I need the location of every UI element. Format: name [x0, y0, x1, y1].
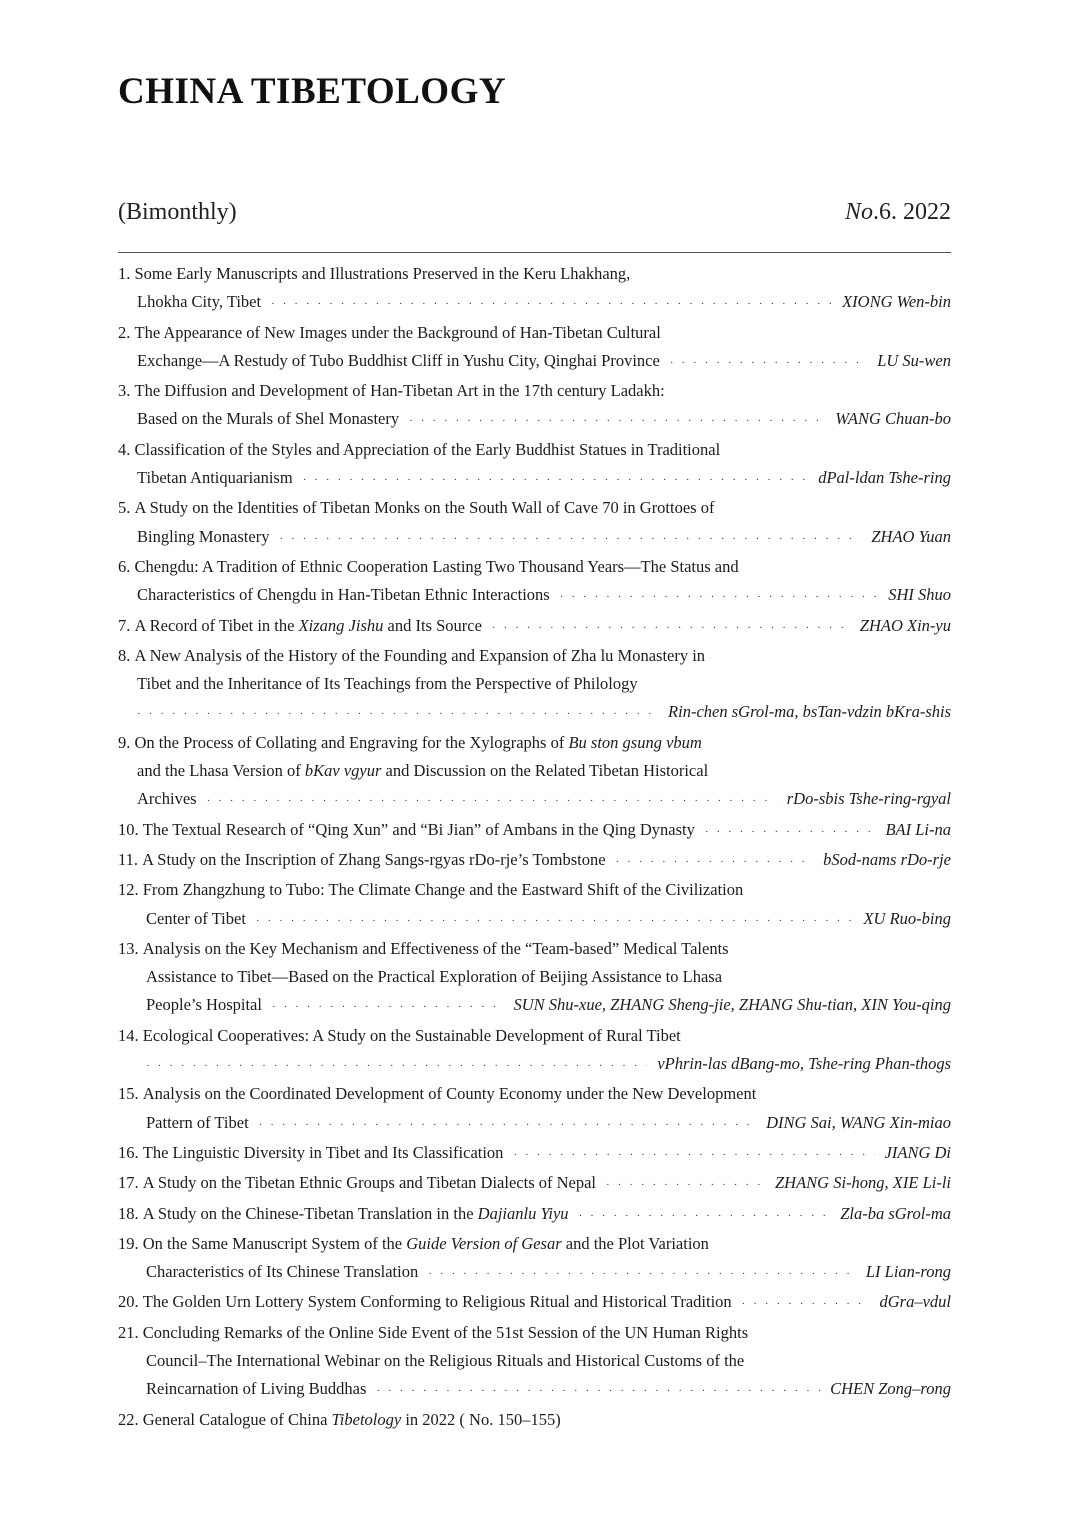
entry-number: 3. — [118, 381, 131, 401]
entry-title-line: The Linguistic Diversity in Tibet and Its Classification — [142, 1142, 504, 1162]
toc-entry — [118, 1200, 951, 1230]
entry-number: 6. — [118, 556, 131, 576]
dot-leader — [271, 290, 832, 318]
entry-number: 7. — [118, 615, 131, 635]
dot-leader — [742, 1290, 870, 1318]
dot-leader — [137, 700, 658, 728]
entry-number: 18. — [118, 1203, 139, 1223]
entry-author: LI Lian-rong — [865, 1262, 951, 1282]
entry-author: SHI Shuo — [888, 585, 951, 605]
dot-leader — [279, 525, 861, 553]
table-of-contents — [118, 260, 951, 1434]
toc-entry — [118, 260, 951, 319]
entry-title-line: Some Early Manuscripts and Illustrations Preserved in the Keru Lhakhang, — [134, 264, 631, 283]
entry-title-line: Bingling Monastery — [137, 526, 270, 546]
title-italic: Tibetology — [331, 1409, 402, 1429]
entry-author: WANG Chuan-bo — [835, 409, 951, 429]
dot-leader — [513, 1141, 874, 1169]
entry-title-line: Archives — [137, 789, 197, 809]
toc-entry — [118, 612, 951, 642]
toc-entry — [118, 1022, 951, 1081]
entry-number: 4. — [118, 439, 131, 459]
entry-number: 2. — [118, 322, 131, 342]
entry-title-line — [143, 1406, 561, 1434]
dot-leader — [616, 848, 814, 876]
entry-title-line: Classification of the Styles and Appreciation of the Early Buddhist Statues in Traditional — [134, 439, 721, 459]
dot-leader — [560, 583, 879, 611]
entry-title-line: Center of Tibet — [146, 908, 246, 928]
title-italic: bKav vgyur — [304, 761, 382, 781]
dot-leader — [207, 787, 777, 815]
entry-title-line: A Study on the Tibetan Ethnic Groups and Tibetan Dialects of Nepal — [142, 1173, 597, 1193]
publication-frequency: (Bimonthly) — [118, 199, 237, 225]
dot-leader — [259, 1111, 756, 1139]
entry-author: rDo-sbis Tshe-ring-rgyal — [786, 789, 951, 809]
entry-title-line: Assistance to Tibet—Based on the Practical Exploration of Beijing Assistance to Lhasa — [146, 967, 723, 987]
entry-author: JIANG Di — [884, 1142, 951, 1162]
toc-entry — [118, 377, 951, 436]
entry-author: XIONG Wen-bin — [842, 292, 951, 312]
entry-title-line: Pattern of Tibet — [146, 1112, 249, 1132]
header-divider — [118, 252, 951, 253]
title-text: and the Plot Variation — [561, 1233, 709, 1253]
entry-title-line: Based on the Murals of Shel Monastery — [137, 409, 400, 429]
title-text: and Its Source — [383, 615, 482, 635]
dot-leader — [670, 349, 867, 377]
title-italic: Guide Version of Gesar — [406, 1233, 562, 1253]
entry-title-line — [137, 757, 708, 785]
dot-leader — [409, 407, 825, 435]
title-text: A Study on the Chinese-Tibetan Translation in the — [142, 1203, 478, 1223]
issue-prefix: No — [844, 199, 873, 225]
entry-number: 20. — [118, 1292, 139, 1312]
toc-entry — [118, 1230, 951, 1289]
entry-number: 1. — [118, 264, 131, 283]
toc-entry — [118, 1139, 951, 1169]
toc-entry — [118, 846, 951, 876]
entry-title-line: A Study on the Inscription of Zhang Sangs-rgyas rDo-rje’s Tombstone — [142, 849, 606, 869]
entry-number: 21. — [118, 1322, 139, 1342]
entry-title-line — [143, 1200, 569, 1228]
entry-title-line: Analysis on the Key Mechanism and Effectiveness of the “Team-based” Medical Talents — [142, 938, 729, 958]
title-text: On the Process of Collating and Engraving for the Xylographs of — [134, 732, 569, 752]
entry-author: DING Sai, WANG Xin-miao — [766, 1112, 951, 1132]
toc-entry — [118, 935, 951, 1022]
entry-number: 8. — [118, 645, 131, 665]
toc-entry — [118, 553, 951, 612]
entry-title-line: Characteristics of Chengdu in Han-Tibetan Ethnic Interactions — [137, 585, 550, 605]
entry-number: 15. — [118, 1084, 139, 1104]
dot-leader — [272, 993, 504, 1021]
entry-title-line: Lhokha City, Tibet — [137, 292, 262, 312]
entry-author: ZHAO Yuan — [871, 526, 951, 546]
entry-number: 14. — [118, 1025, 139, 1045]
entry-title-line: The Textual Research of “Qing Xun” and “Bi Jian” of Ambans in the Qing Dynasty — [142, 819, 695, 839]
toc-entry — [118, 494, 951, 553]
entry-author: BAI Li-na — [885, 819, 951, 839]
entry-number: 11. — [118, 849, 139, 869]
issue-suffix: .6. 2022 — [873, 199, 951, 225]
entry-number: 16. — [118, 1142, 139, 1162]
toc-entry — [118, 436, 951, 495]
entry-number: 13. — [118, 938, 139, 958]
entry-title-line: The Golden Urn Lottery System Conforming to Religious Ritual and Historical Tradition — [142, 1292, 732, 1312]
title-text: and Discussion on the Related Tibetan Historical — [381, 761, 709, 781]
entry-author: ZHANG Si-hong, XIE Li-li — [775, 1173, 951, 1193]
entry-number: 5. — [118, 498, 131, 518]
toc-entry — [118, 1169, 951, 1199]
issue-number — [845, 199, 951, 226]
entry-author: vPhrin-las dBang-mo, Tshe-ring Phan-thogs — [657, 1054, 951, 1074]
entry-title-line: From Zhangzhung to Tubo: The Climate Change and the Eastward Shift of the Civilization — [142, 880, 744, 900]
dot-leader — [606, 1171, 765, 1199]
entry-title-line — [143, 1230, 709, 1258]
entry-title-line: Tibet and the Inheritance of Its Teachings from the Perspective of Philology — [137, 674, 638, 694]
entry-author: dPal-ldan Tshe-ring — [818, 468, 951, 488]
entry-author: Zla-ba sGrol-ma — [840, 1203, 951, 1223]
dot-leader — [579, 1202, 831, 1230]
entry-number: 17. — [118, 1173, 139, 1193]
title-italic: Xizang Jishu — [298, 615, 384, 635]
title-italic: Bu ston gsung vbum — [568, 732, 702, 752]
entry-author: dGra–vdul — [879, 1292, 951, 1312]
entry-number: 10. — [118, 819, 139, 839]
entry-title-line: Tibetan Antiquarianism — [137, 468, 293, 488]
entry-author: bSod-nams rDo-rje — [823, 849, 951, 869]
toc-entry — [118, 1319, 951, 1406]
entry-title-line: Reincarnation of Living Buddhas — [146, 1379, 367, 1399]
entry-title-line — [135, 612, 482, 640]
entry-title-line: Exchange—A Restudy of Tubo Buddhist Cliff in Yushu City, Qinghai Province — [137, 350, 660, 370]
toc-entry — [118, 1080, 951, 1139]
entry-number: 22. — [118, 1409, 139, 1429]
toc-entry — [118, 816, 951, 846]
toc-entry — [118, 729, 951, 816]
entry-title-line: Characteristics of Its Chinese Translation — [146, 1262, 419, 1282]
entry-author: CHEN Zong–rong — [830, 1379, 951, 1399]
entry-author: Rin-chen sGrol-ma, bsTan-vdzin bKra-shis — [668, 702, 951, 722]
journal-title: CHINA TIBETOLOGY — [118, 71, 507, 112]
entry-title-line: The Diffusion and Development of Han-Tibetan Art in the 17th century Ladakh: — [134, 381, 665, 401]
dot-leader — [303, 466, 809, 494]
entry-number: 12. — [118, 880, 139, 900]
toc-entry — [118, 1406, 951, 1434]
entry-title-line: A New Analysis of the History of the Founding and Expansion of Zha lu Monastery in — [134, 645, 706, 665]
entry-number: 19. — [118, 1233, 139, 1253]
title-italic: Dajianlu Yiyu — [477, 1203, 569, 1223]
dot-leader — [256, 907, 854, 935]
dot-leader — [492, 614, 850, 642]
dot-leader — [705, 818, 876, 846]
entry-title-line: A Study on the Identities of Tibetan Monks on the South Wall of Cave 70 in Grottoes of — [134, 498, 715, 518]
entry-title-line — [135, 729, 702, 757]
entry-title-line: Analysis on the Coordinated Development of County Economy under the New Development — [142, 1084, 757, 1104]
title-text: in 2022 ( No. 150–155) — [401, 1409, 561, 1429]
toc-entry — [118, 642, 951, 729]
title-text: A Record of Tibet in the — [134, 615, 299, 635]
toc-entry — [118, 1288, 951, 1318]
entry-author: SUN Shu-xue, ZHANG Sheng-jie, ZHANG Shu-tian, XIN You-qing — [513, 995, 951, 1015]
entry-title-line: Council–The International Webinar on the Religious Rituals and Historical Customs of the — [146, 1350, 745, 1370]
entry-title-line: People’s Hospital — [146, 995, 262, 1015]
dot-leader — [428, 1260, 856, 1288]
entry-author: ZHAO Xin-yu — [859, 615, 951, 635]
toc-entry — [118, 319, 951, 378]
entry-title-line: Chengdu: A Tradition of Ethnic Cooperation Lasting Two Thousand Years—The Status and — [134, 556, 739, 576]
entry-title-line: The Appearance of New Images under the Background of Han-Tibetan Cultural — [134, 322, 661, 342]
entry-author: LU Su-wen — [877, 350, 951, 370]
dot-leader — [146, 1052, 647, 1080]
dot-leader — [376, 1377, 820, 1405]
title-text: and the Lhasa Version of — [137, 761, 305, 781]
title-text: General Catalogue of China — [142, 1409, 332, 1429]
entry-number: 9. — [118, 732, 131, 752]
entry-title-line: Ecological Cooperatives: A Study on the Sustainable Development of Rural Tibet — [142, 1025, 681, 1045]
title-text: On the Same Manuscript System of the — [142, 1233, 407, 1253]
entry-title-line: Concluding Remarks of the Online Side Event of the 51st Session of the UN Human Rights — [142, 1322, 749, 1342]
entry-author: XU Ruo-bing — [863, 908, 951, 928]
toc-entry — [118, 876, 951, 935]
